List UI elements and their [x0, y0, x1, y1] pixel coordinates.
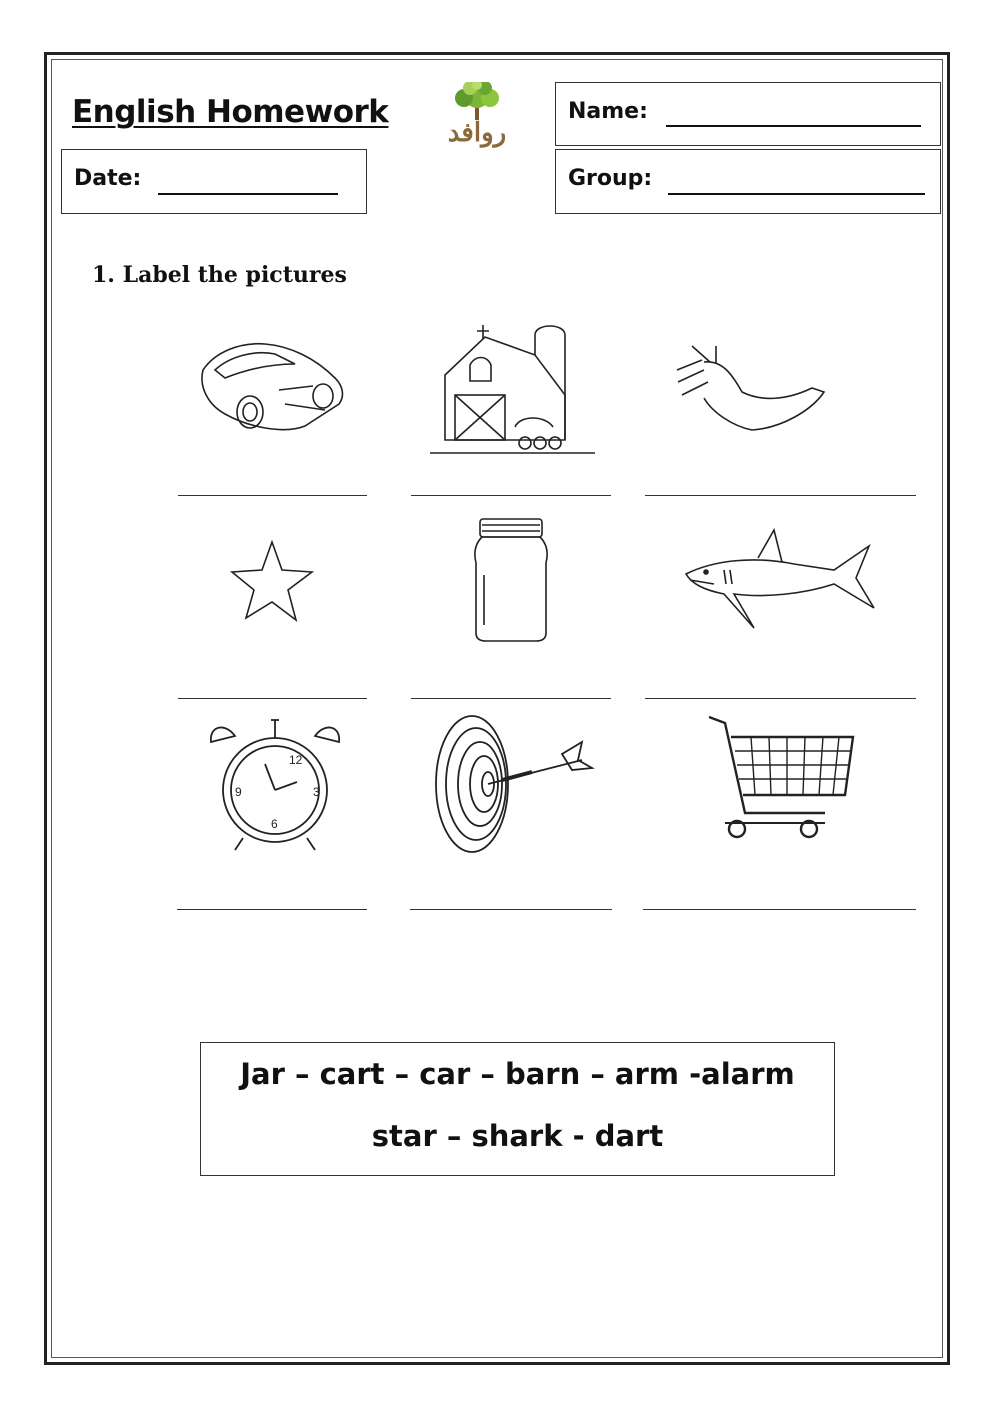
- group-input-line[interactable]: [668, 193, 925, 195]
- name-input-line[interactable]: [666, 125, 921, 127]
- alarm-clock-icon: [205, 712, 345, 857]
- shark-icon: [684, 528, 876, 633]
- answer-line[interactable]: [411, 495, 611, 496]
- answer-line[interactable]: [645, 495, 916, 496]
- word-bank-line-2: star – shark - dart: [371, 1119, 664, 1153]
- name-box: [555, 82, 941, 146]
- page-title: English Homework: [72, 94, 389, 130]
- car-icon: [195, 330, 350, 440]
- logo: [432, 82, 522, 148]
- word-bank-line-1: Jar – cart – car – barn – arm -alarm: [240, 1057, 795, 1091]
- star-icon: [230, 540, 314, 622]
- answer-line[interactable]: [410, 909, 612, 910]
- group-box: [555, 149, 941, 214]
- answer-line[interactable]: [178, 698, 367, 699]
- word-bank: [200, 1042, 835, 1176]
- question-title: 1. Label the pictures: [92, 262, 347, 288]
- tree-icon: [432, 82, 522, 122]
- shopping-cart-icon: [705, 713, 860, 841]
- date-box: [61, 149, 367, 214]
- svg-text:6: 6: [271, 817, 278, 831]
- answer-line[interactable]: [643, 909, 916, 910]
- answer-line[interactable]: [177, 909, 367, 910]
- svg-text:12: 12: [289, 753, 303, 767]
- answer-line[interactable]: [178, 495, 367, 496]
- svg-text:9: 9: [235, 785, 242, 799]
- jar-icon: [472, 515, 550, 645]
- answer-line[interactable]: [645, 698, 916, 699]
- dart-target-icon: [432, 712, 612, 857]
- date-label: Date:: [74, 166, 142, 191]
- answer-line[interactable]: [411, 698, 611, 699]
- logo-text: روافد: [447, 118, 507, 148]
- name-label: Name:: [568, 99, 648, 124]
- arm-icon: [672, 340, 832, 440]
- svg-text:3: 3: [313, 785, 320, 799]
- barn-icon: [425, 315, 605, 465]
- date-input-line[interactable]: [158, 193, 338, 195]
- group-label: Group:: [568, 166, 653, 191]
